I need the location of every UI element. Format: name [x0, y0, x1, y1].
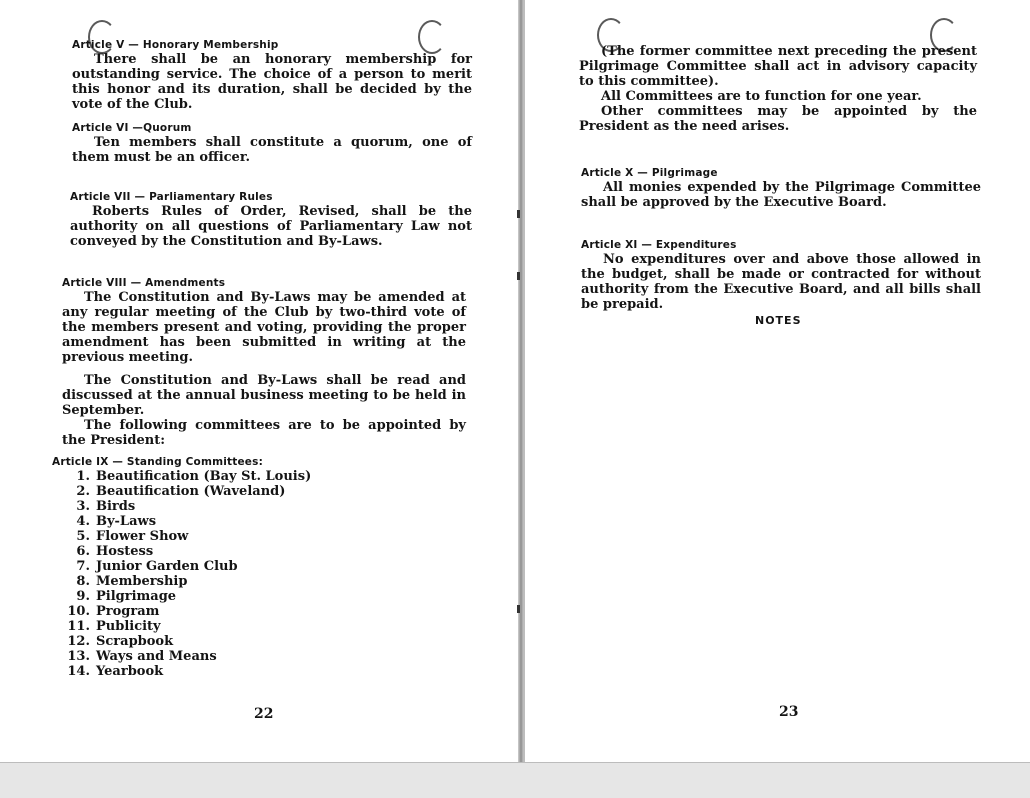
- article-x-heading: Article X — Pilgrimage: [581, 167, 718, 179]
- committee-number: 14.: [67, 664, 90, 679]
- committee-number: 11.: [67, 619, 90, 634]
- article-vi: [72, 121, 472, 165]
- article-v: [72, 38, 472, 112]
- article-xi-heading: Article XI — Expenditures: [581, 239, 737, 251]
- article-viii-text-3: The following committees are to be appointed by the President:: [62, 418, 466, 448]
- committee-name: By-Laws: [96, 514, 157, 529]
- committee-item: [52, 604, 352, 619]
- continuation-text-1: (The former committee next preceding the present Pilgrimage Committee shall act in advisory capacity to this committee).: [579, 44, 977, 89]
- committee-number: 5.: [76, 529, 90, 544]
- article-vii: [70, 190, 472, 249]
- article-viii-text-2: The Constitution and By-Laws shall be read and discussed at the annual business meeting to be held in September.: [62, 373, 466, 418]
- committee-name: Ways and Means: [96, 649, 217, 664]
- article-viii: [62, 276, 466, 448]
- binding-mark: [517, 272, 520, 280]
- committee-item: [52, 469, 352, 484]
- continuation-text-3: Other committees may be appointed by the President as the need arises.: [579, 104, 977, 134]
- committee-item: [52, 499, 352, 514]
- article-xi-text: No expenditures over and above those allowed in the budget, shall be made or contracted for without authority from the Executive Board, and all bills shall be prepaid.: [581, 252, 981, 312]
- right-page: [523, 0, 1030, 762]
- committee-name: Program: [96, 604, 160, 619]
- committee-number: 10.: [67, 604, 90, 619]
- committee-item: [52, 484, 352, 499]
- committee-number: 2.: [76, 484, 90, 499]
- committee-number: 8.: [76, 574, 90, 589]
- committee-name: Yearbook: [96, 664, 164, 679]
- article-x-text: All monies expended by the Pilgrimage Committee shall be approved by the Executive Board.: [581, 180, 981, 210]
- article-ix: [52, 455, 352, 679]
- committee-name: Publicity: [96, 619, 161, 634]
- committee-name: Beautification (Bay St. Louis): [96, 469, 312, 484]
- committee-name: Beautification (Waveland): [96, 484, 286, 499]
- committee-item: [52, 529, 352, 544]
- committee-item: [52, 514, 352, 529]
- committee-number: 9.: [76, 589, 90, 604]
- committee-number: 3.: [76, 499, 90, 514]
- article-viii-heading: Article VIII — Amendments: [62, 277, 226, 289]
- committee-number: 13.: [67, 649, 90, 664]
- committee-item: [52, 634, 352, 649]
- committee-item: [52, 544, 352, 559]
- binding-mark: [517, 210, 520, 218]
- committee-number: 1.: [76, 469, 90, 484]
- article-v-text: There shall be an honorary membership for outstanding service. The choice of a person to merit this honor and its duration, shall be decided by the vote of the Club.: [72, 52, 472, 112]
- committee-number: 12.: [67, 634, 90, 649]
- notes-label: NOTES: [755, 314, 802, 327]
- page-number-right: 23: [779, 704, 799, 720]
- committee-item: [52, 574, 352, 589]
- committee-item: [52, 559, 352, 574]
- article-ix-heading: Article IX — Standing Committees:: [52, 456, 263, 468]
- continuation-text-2: All Committees are to function for one year.: [601, 89, 922, 104]
- committee-continuation: [579, 44, 977, 134]
- article-xi: [581, 238, 981, 312]
- committee-item: [52, 649, 352, 664]
- article-vii-text: Roberts Rules of Order, Revised, shall be the authority on all questions of Parliamentary Law not conveyed by the Constitution and By-Laws.: [70, 204, 472, 249]
- left-page: [0, 0, 521, 762]
- article-x: [581, 166, 981, 210]
- committee-item: [52, 664, 352, 679]
- article-vii-heading: Article VII — Parliamentary Rules: [70, 191, 273, 203]
- committee-name: Birds: [96, 499, 136, 514]
- binding-mark: [517, 605, 520, 613]
- article-v-heading: Article V — Honorary Membership: [72, 39, 279, 51]
- committee-name: Scrapbook: [96, 634, 174, 649]
- committee-number: 4.: [76, 514, 90, 529]
- committee-name: Hostess: [96, 544, 154, 559]
- committee-item: [52, 589, 352, 604]
- committee-name: Flower Show: [96, 529, 189, 544]
- article-viii-text-1: The Constitution and By-Laws may be amended at any regular meeting of the Club by two-third vote of the members present and voting, providing the proper amendment has been submitted in writing at the previous meeting.: [62, 290, 466, 365]
- article-vi-text: Ten members shall constitute a quorum, one of them must be an officer.: [72, 135, 472, 165]
- committee-number: 7.: [76, 559, 90, 574]
- committee-item: [52, 619, 352, 634]
- committee-name: Pilgrimage: [96, 589, 177, 604]
- committee-number: 6.: [76, 544, 90, 559]
- article-vi-heading: Article VI —Quorum: [72, 122, 192, 134]
- committee-name: Membership: [96, 574, 188, 589]
- page-number-left: 22: [254, 706, 274, 722]
- committee-list: [52, 469, 352, 679]
- committee-name: Junior Garden Club: [96, 559, 238, 574]
- background-surface: [0, 762, 1030, 798]
